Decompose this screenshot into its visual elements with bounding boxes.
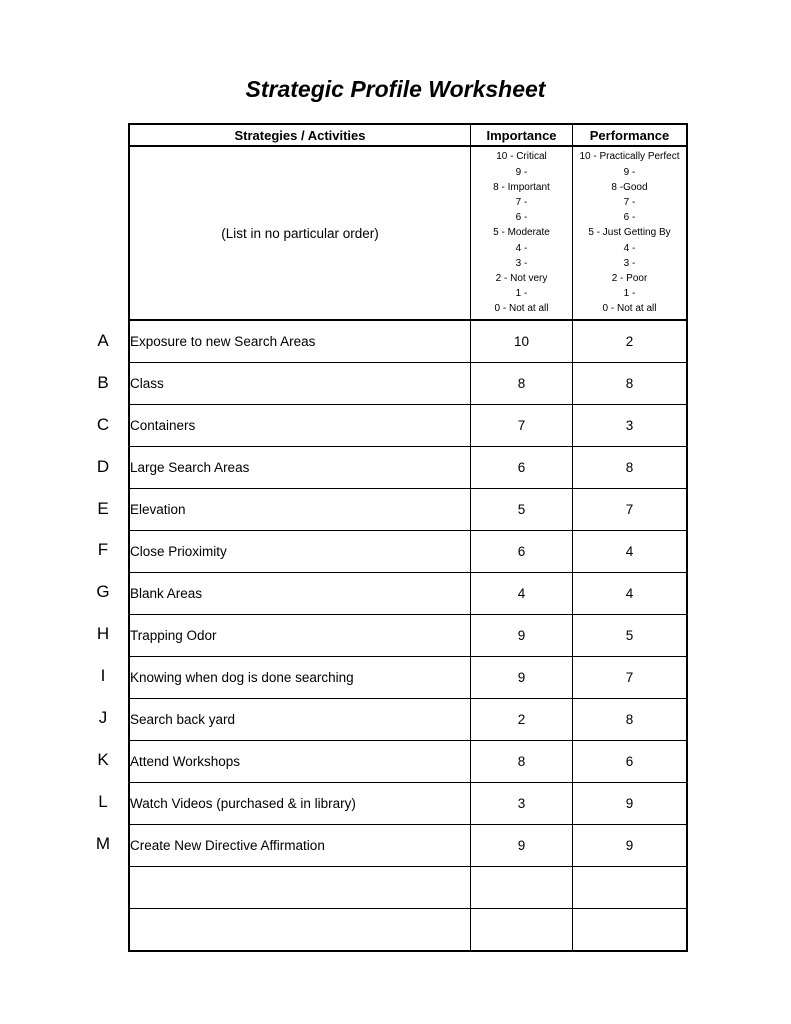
importance-cell: 4 [471, 573, 573, 615]
importance-cell: 5 [471, 489, 573, 531]
importance-scale-item: 0 - Not at all [494, 303, 549, 315]
table-row [129, 783, 687, 825]
importance-scale-item: 8 - Important [493, 181, 550, 193]
row-letter: E [97, 498, 109, 518]
performance-scale-item: 7 - [623, 196, 636, 208]
table-row [129, 615, 687, 657]
performance-cell: 4 [573, 573, 688, 615]
row-letter: D [96, 456, 110, 476]
row-letter: H [96, 624, 110, 644]
performance-scale-item: 9 - [623, 166, 636, 178]
table-row-empty [129, 909, 687, 952]
importance-cell: 6 [471, 531, 573, 573]
importance-scale-item: 3 - [515, 257, 528, 269]
performance-scale-item: 2 - Poor [611, 273, 648, 284]
row-letter: J [98, 708, 108, 728]
importance-cell: 2 [471, 699, 573, 741]
activity-cell [129, 867, 471, 909]
activity-cell: Blank Areas [129, 573, 471, 615]
page-title: Strategic Profile Worksheet [245, 76, 546, 102]
importance-cell: 6 [471, 447, 573, 489]
activity-cell: Knowing when dog is done searching [129, 657, 471, 699]
importance-scale-item: 2 - Not very [495, 273, 548, 284]
importance-scale-item: 7 - [515, 196, 528, 208]
activity-cell: Exposure to new Search Areas [129, 320, 471, 363]
importance-scale-item: 10 - Critical [496, 151, 547, 163]
performance-cell: 8 [573, 447, 688, 489]
table-row [129, 573, 687, 615]
header-strategies: Strategies / Activities [129, 124, 471, 146]
row-letter: C [96, 414, 110, 434]
importance-cell: 9 [471, 615, 573, 657]
activity-cell: Attend Workshops [129, 741, 471, 783]
table-row [129, 320, 687, 363]
scale-row [129, 146, 687, 320]
row-letter: A [97, 331, 109, 350]
table-row [129, 531, 687, 573]
row-letter: B [97, 372, 109, 392]
performance-cell: 2 [573, 320, 688, 363]
activity-cell: Close Prioximity [129, 531, 471, 573]
activity-cell: Trapping Odor [129, 615, 471, 657]
importance-cell: 3 [471, 783, 573, 825]
importance-cell: 8 [471, 363, 573, 405]
performance-cell: 5 [573, 615, 688, 657]
table-row [129, 447, 687, 489]
importance-cell: 7 [471, 405, 573, 447]
performance-cell [573, 867, 688, 909]
performance-scale-item: 6 - [623, 212, 636, 224]
header-performance: Performance [573, 124, 688, 146]
performance-cell: 3 [573, 405, 688, 447]
performance-cell: 8 [573, 699, 688, 741]
importance-cell: 9 [471, 825, 573, 867]
importance-cell [471, 909, 573, 952]
importance-cell: 10 [471, 320, 573, 363]
performance-cell: 7 [573, 489, 688, 531]
importance-scale-item: 6 - [515, 212, 528, 224]
activity-cell: Elevation [129, 489, 471, 531]
table-row-empty [129, 867, 687, 909]
list-order-note: (List in no particular order) [129, 146, 471, 320]
performance-scale-item: 10 - Practically Perfect [579, 151, 680, 163]
row-letter: F [97, 540, 109, 560]
importance-cell: 9 [471, 657, 573, 699]
importance-cell [471, 867, 573, 909]
activity-cell: Search back yard [129, 699, 471, 741]
table-row [129, 489, 687, 531]
activity-cell: Create New Directive Affirmation [129, 825, 471, 867]
importance-cell: 8 [471, 741, 573, 783]
performance-cell: 6 [573, 741, 688, 783]
row-letter: K [97, 749, 109, 769]
importance-scale [471, 146, 573, 320]
table-header-row [129, 124, 687, 146]
row-letter: G [96, 582, 110, 602]
performance-cell: 8 [573, 363, 688, 405]
performance-scale-item: 5 - Just Getting By [588, 227, 671, 239]
table-row [129, 825, 687, 867]
performance-cell: 9 [573, 825, 688, 867]
importance-scale-item: 9 - [515, 166, 528, 178]
performance-scale-item: 0 - Not at all [602, 303, 657, 315]
performance-cell: 9 [573, 783, 688, 825]
row-letters [86, 320, 120, 865]
row-letter: M [95, 833, 111, 853]
activity-cell: Large Search Areas [129, 447, 471, 489]
row-letter: I [100, 666, 106, 686]
performance-scale-item: 8 -Good [611, 181, 648, 193]
table-row [129, 699, 687, 741]
activity-cell: Containers [129, 405, 471, 447]
table-row [129, 363, 687, 405]
activity-cell: Watch Videos (purchased & in library) [129, 783, 471, 825]
activity-cell [129, 909, 471, 952]
performance-cell: 4 [573, 531, 688, 573]
performance-scale-item: 4 - [623, 242, 636, 254]
activity-cell: Class [129, 363, 471, 405]
row-letter: L [98, 791, 108, 811]
table-row [129, 657, 687, 699]
performance-cell [573, 909, 688, 952]
worksheet-table [128, 123, 688, 952]
performance-scale [573, 146, 688, 320]
importance-scale-item: 4 - [515, 242, 528, 254]
table-row [129, 741, 687, 783]
performance-scale-item: 1 - [623, 288, 636, 300]
header-importance: Importance [471, 124, 573, 146]
importance-scale-item: 5 - Moderate [493, 227, 550, 239]
importance-scale-item: 1 - [515, 288, 528, 300]
table-row [129, 405, 687, 447]
performance-cell: 7 [573, 657, 688, 699]
performance-scale-item: 3 - [623, 257, 636, 269]
